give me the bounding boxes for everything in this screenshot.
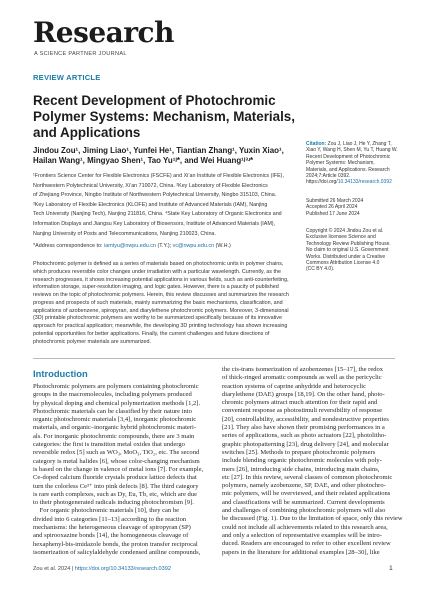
affiliation-line: Information Displays and Jiangsu Key Laboratory of Biosensors, Institute of Advanced Materials (IAM), — [33, 220, 276, 227]
body-line: groups in the macromolecules, including polymers produced — [33, 391, 192, 399]
body-line: the cis-trans isomerization of azobenzenes [15–17], the redox — [222, 366, 384, 373]
citation-label: Citation: — [306, 141, 327, 147]
correspondence-label: *Address correspondence to: — [33, 243, 105, 249]
email-link-1[interactable]: iamtyu@nwpu.edu.cn — [104, 243, 156, 249]
introduction-heading: Introduction — [33, 368, 88, 379]
accepted-date: Accepted 26 April 2024 — [306, 204, 358, 211]
copyright-line: No claim to original U.S. Government — [306, 247, 389, 254]
page-footer — [33, 566, 171, 572]
copyright-line: Exclusive licensee Science and — [306, 234, 376, 241]
body-line: papers in the literature for additional examples [28–30], like — [222, 548, 380, 556]
body-line: and classifications will be summarized. Current developments — [222, 498, 385, 506]
affiliation-line: Tech University (Nanjing Tech), Nanjing 211816, China. ⁴State Key Laboratory of Organic Electronics and — [33, 211, 282, 218]
correspondence-mid: (T.Y.); — [155, 243, 173, 249]
author-list — [33, 146, 295, 166]
copyright-line: (CC BY 4.0). — [306, 266, 335, 273]
body-line: and only a selection of representative examples will be intro- — [222, 531, 382, 539]
copyright-block — [306, 228, 406, 273]
affiliation-line: ³Key Laboratory of Flexible Electronics (KLOFE) and Institute of Advanced Materials (IAM), Nanjing — [33, 201, 268, 208]
affiliation-line: of Zhejiang Province, Ningbo Institute of Northwestern Polytechnical University, Ningbo 315103, China. — [33, 192, 277, 199]
title-line: Polymer Systems: Mechanism, Materials, — [33, 108, 295, 124]
body-line: polymers, namely azobenzene, SP, DAE, and other photochro- — [222, 482, 386, 490]
title-line: Recent Development of Photochromic — [33, 93, 276, 108]
body-line: isomerization of salicylaldehyde condensed aniline compounds, — [33, 548, 201, 556]
body-column-right — [222, 366, 403, 557]
body-line: of thick-ringed aromatic compounds as well as the pericyclic — [222, 374, 382, 382]
body-line: categories: the first is transition metal oxides that undergo — [33, 441, 185, 449]
body-line: mechanisms: the heterogeneous cleavage of spiropyran (SP) — [33, 524, 191, 532]
body-line: diarylethene (DAE) groups [18,19]. On the other hand, photo- — [222, 390, 385, 398]
correspondence-end: (W.H.) — [214, 243, 231, 249]
affiliations — [33, 172, 295, 239]
body-line: materials, and organic–inorganic hybrid photochromic materi- — [33, 424, 197, 432]
body-line: organic photochromic materials [3,4], inorganic photochromic — [33, 416, 197, 424]
body-line: turn the colorless Ce³⁺ into pink defects [8]. The third category — [33, 482, 199, 490]
correspondence — [33, 243, 231, 249]
citation-line: Materials, and Applications. Research — [306, 166, 390, 173]
abstract-line: information storage, super-resolution imaging, and logic gates. However, there is a paucity of published — [33, 284, 279, 291]
body-line: category is metal halides [6], whose color-changing mechanism — [33, 457, 200, 465]
affiliation-line: Nanjing University of Posts and Telecommunications, Nanjing 210023, China. — [33, 230, 216, 237]
footer-prefix: Zou et al. 2024 | — [33, 566, 75, 572]
body-line: mic polymers, will be overviewed, and their related applications — [222, 490, 391, 498]
doi-prefix: https://doi.org/ — [306, 179, 338, 186]
body-line: Photochromic materials can be classified by their nature into — [33, 407, 192, 415]
body-line: [20], controllability, accessibility, and nondestructive properties — [222, 415, 389, 423]
copyright-line: Works. Distributed under a Creative — [306, 253, 386, 260]
body-line: graphic photopatterning [23], drug delivery [24], and molecular — [222, 440, 389, 448]
abstract — [33, 261, 295, 346]
title-line: and Applications — [33, 124, 141, 140]
body-line: [21]. They also have shown their promising performances in a — [222, 424, 385, 432]
body-line: hexaphenyl-bis-imidazole bonds, the proton transfer reciprocal — [33, 540, 198, 548]
citation-doi-line — [306, 179, 406, 185]
dates-block — [306, 198, 406, 217]
body-line: include blending organic photochromic molecules with poly- — [222, 457, 382, 465]
abstract-line: which produces reversible color changes under irradiation with a particular wavelength. Currently, as the — [33, 268, 281, 275]
affiliation-line: ¹Frontiers Science Center for Flexible Electronics (FSCFE) and Xi’an Institute of Flexible Electronics (IFE), — [33, 173, 284, 179]
copyright-line: Technology Review Publishing House. — [306, 240, 391, 247]
body-line: and spirooxazine bonds [14], the homogeneous cleavage of — [33, 532, 189, 540]
abstract-line: research progresses, it shows increasing potential applications in various fields, such as anti-counterfeiting, — [33, 276, 289, 283]
submitted-date: Submitted 26 March 2024 — [306, 198, 364, 204]
section-divider — [33, 358, 395, 359]
body-line: etc [27]. In this review, several classes of common photochromic — [222, 473, 393, 481]
body-line: duced. Readers are encouraged to refer to other excellent review — [222, 540, 391, 548]
abstract-line: potential opportunities for better applications. Finally, the current challenges and future directions of — [33, 330, 270, 337]
citation-block — [306, 141, 406, 186]
footer-doi-link[interactable]: https://doi.org/10.34133/research.0392 — [74, 566, 171, 572]
published-date: Published 17 June 2024 — [306, 210, 360, 217]
body-line: series of applications, such as photo actuators [22], photolitho- — [222, 432, 387, 440]
article-type-label: REVIEW ARTICLE — [33, 73, 101, 82]
body-line: by physical doping and chemical polymerization methods [1,2]. — [33, 399, 201, 407]
body-line: Photochromic polymers are polymers containing photochromic — [33, 383, 199, 390]
body-line: is based on the change in valence of metal ions [7]. For example, — [33, 465, 204, 473]
copyright-line: Copyright © 2024 Jindou Zou et al. — [306, 228, 384, 234]
body-column-left — [33, 383, 205, 557]
body-line: to their photogenerated radicals inducing photochromism [9]. — [33, 499, 194, 507]
author-line: Hailan Wang¹, Mingyao Shen¹, Tao Yu¹ʲ*, and Wei Huang¹ʲ³ʴ* — [33, 156, 254, 166]
citation-line: Recent Development of Photochromic — [306, 153, 391, 160]
body-line: could not include all achievements related to this research area, — [222, 523, 388, 531]
page-number: 1 — [389, 565, 393, 572]
affiliation-line: Northwestern Polytechnical University, Xi’an 710072, China. ²Key Laboratory of Flexible Electronics — [33, 182, 268, 189]
body-line: reaction systems of caprine anhydride and heterocyclic — [222, 382, 366, 390]
abstract-line: approach for practical application; meanwhile, the developing 3D printing technology has shown increasing — [33, 323, 288, 329]
journal-subtitle: A SCIENCE PARTNER JOURNAL — [34, 51, 127, 57]
journal-title: Research — [33, 16, 174, 49]
citation-line: Polymer Systems: Mechanism, — [306, 160, 375, 167]
body-line: be discussed (Fig. 1). Due to the limitation of space, only this review — [222, 515, 403, 523]
body-line: For organic photochromic materials [10], they can be — [33, 507, 180, 515]
abstract-line: progress and prospects of such materials, mainly summarizing the basic mechanisms, classification, and — [33, 299, 283, 306]
article-title — [33, 93, 295, 140]
body-line: and challenges of combining photochromic polymers will also — [222, 507, 386, 515]
abstract-line: reviews on the topic of photochromic polymers. Herein, this review discusses and summarizes the research — [33, 292, 289, 298]
body-line: divided into 6 categories [11–13] according to the reaction — [33, 515, 187, 523]
body-line: is rare earth complexes, such as Dy, Eu, Tb, etc, which are due — [33, 490, 197, 498]
body-line: als. For inorganic photochromic compounds, there are 3 main — [33, 432, 195, 440]
doi-link[interactable]: 10.34133/research.0392 — [337, 179, 392, 186]
body-line: mers [26], introducing side chains, introducing main chains, — [222, 465, 380, 473]
abstract-line: Photochromic polymer is defined as a series of materials based on photochromic units in polymer chains, — [33, 261, 284, 267]
abstract-line: photochromic polymer materials are summarized. — [33, 338, 152, 345]
citation-line: 2024;7:Article 0392. — [306, 173, 351, 180]
body-line: Ce-doped calcium fluoride crystals produce lattice defects that — [33, 474, 197, 482]
body-line: convenient response as photostimuli reversibility of response — [222, 407, 383, 415]
email-link-2[interactable]: vc@nwpu.edu.cn — [172, 243, 215, 249]
body-line: chromic polymers attract much attention for their rapid and — [222, 399, 378, 407]
body-line: reversible redox [5] such as WO₃, MoO₃, TiO₂, etc. The second — [33, 449, 200, 457]
abstract-line: (3D) printable photochromic polymers are worthy to be summarized specifically because of its innovative — [33, 315, 282, 322]
citation-line: Xiao Y, Wang H, Shen M, Yu T, Huang W. — [306, 147, 398, 154]
copyright-line: Commons Attribution License 4.0 — [306, 260, 380, 267]
citation-text: Zou J, Liao J, He Y, Zhang T, — [326, 141, 392, 147]
abstract-line: applications of azobenzene, spiropyran, and diarylethene photochromic polymers. Moreover, 3-dimensional — [33, 307, 289, 314]
body-line: switches [25]. Methods to prepare photochromic polymers — [222, 448, 376, 456]
author-line: Jindou Zou¹, Jiming Liao¹, Yunfei He¹, Tiantian Zhang¹, Yuxin Xiao¹, — [33, 146, 284, 155]
